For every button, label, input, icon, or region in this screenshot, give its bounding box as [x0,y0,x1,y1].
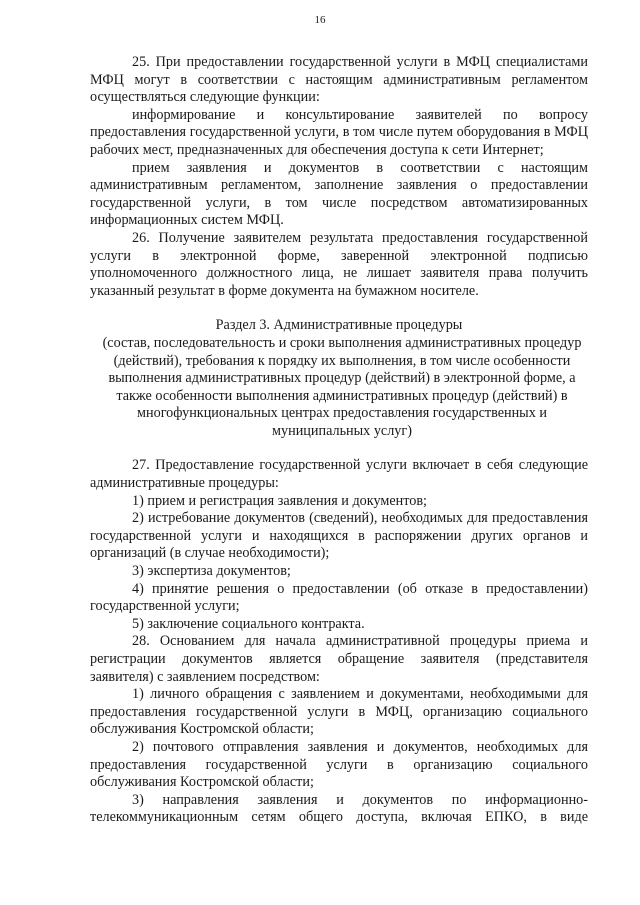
section-subtitle: (состав, последовательность и сроки выполнения административных процедур (действий), требования к порядку их выполнения, в том числе особенности выполнения административных процедур (действий) в электронной форме, а также особенности выполнения административных процедур (действий) в многофункциональных центрах предоставления государственных и муниципальных услуг) [102,334,582,439]
paragraph-28-item-3: 3) направления заявления и документов по информационно-телекоммуникационным сетям общего доступа, включая ЕПКО, в виде [90,791,588,826]
paragraph-27-item-4: 4) принятие решения о предоставлении (об отказе в предоставлении) государственной услуги; [90,580,588,615]
section-title: Раздел 3. Административные процедуры [215,317,463,334]
paragraph-28-item-2: 2) почтового отправления заявления и документов, необходимых для предоставления государственной услуги в организацию социального обслуживания Костромской области; [90,738,588,791]
paragraph-27-item-1: 1) прием и регистрация заявления и документов; [132,492,427,509]
paragraph-27-item-3: 3) экспертиза документов; [132,563,291,580]
page-number: 16 [314,14,326,26]
paragraph-27: 27. Предоставление государственной услуги включает в себя следующие административные процедуры: [90,457,588,492]
paragraph-28: 28. Основанием для начала административной процедуры приема и регистрации документов является обращение заявителя (представителя заявителя) с заявлением посредством: [90,633,588,685]
paragraph-25-item-informing: информирование и консультирование заявителей по вопросу предоставления государственной услуги, в том числе путем оборудования в МФЦ рабочих мест, предназначенных для обеспечения доступа к сети Интернет; [90,106,588,158]
spacer [90,440,588,457]
paragraph-26: 26. Получение заявителем результата предоставления государственной услуги в электронной форме, заверенной электронной подписью уполномоченного должностного лица, не лишает заявителя права получить указанный результат в форме документа на бумажном носителе. [90,229,588,299]
paragraph-28-item-1: 1) личного обращения с заявлением и документами, необходимыми для предоставления государственной услуги в МФЦ, организацию социального обслуживания Костромской области; [90,686,588,738]
paragraph-27-item-5: 5) заключение социального контракта. [132,615,365,632]
paragraph-25-item-reception: прием заявления и документов в соответствии с настоящим административным регламентом, заполнение заявления о предоставлении государственной услуги, в том числе посредством автоматизированных информационных систем МФЦ. [90,159,588,229]
section-heading [90,317,588,440]
document-body [90,54,588,827]
paragraph-27-item-2: 2) истребование документов (сведений), необходимых для предоставления государственной услуги и находящихся в распоряжении других органов и организаций (в случае необходимости); [90,510,588,562]
paragraph-25: 25. При предоставлении государственной услуги в МФЦ специалистами МФЦ могут в соответствии с настоящим административным регламентом осуществляться следующие функции: [90,54,588,106]
